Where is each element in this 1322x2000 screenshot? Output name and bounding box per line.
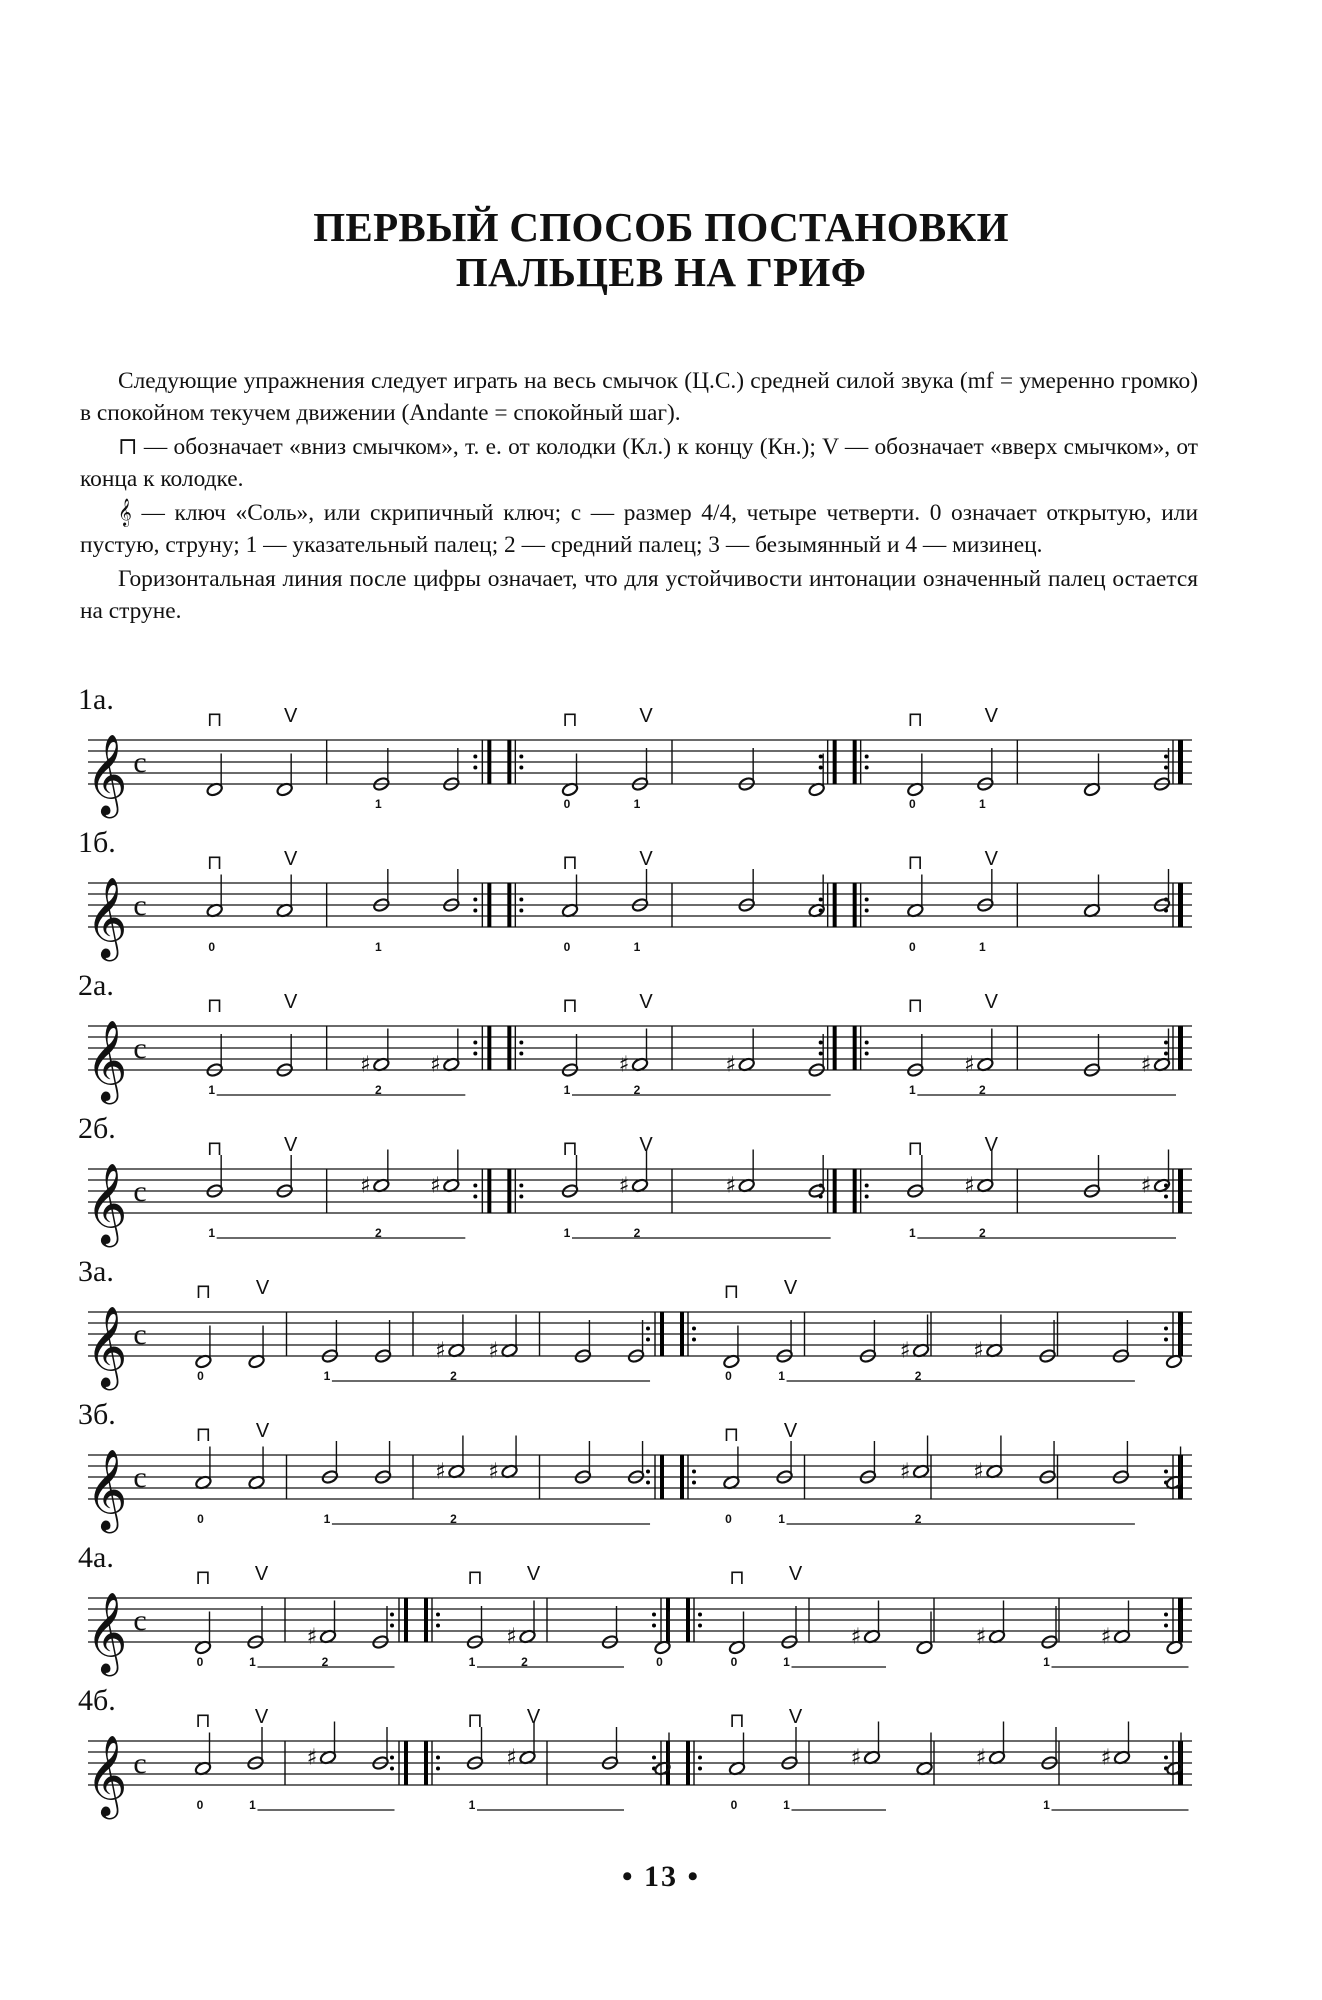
- repeat-dot: [865, 1184, 869, 1188]
- repeat-dot: [519, 1052, 523, 1056]
- repeat-dot: [1164, 766, 1168, 770]
- paragraph-4: Горизонтальная линия после цифры означает, что для устойчивости интонации означенный палец остается на струне.: [80, 566, 1198, 624]
- up-bow-icon: V: [283, 991, 298, 1013]
- finger-number: 2: [521, 1655, 528, 1669]
- repeat-dot: [865, 755, 869, 759]
- thick-barline: [404, 1741, 408, 1785]
- repeat-dot: [390, 1767, 394, 1771]
- repeat-dot: [692, 1338, 696, 1342]
- repeat-dot: [646, 1470, 650, 1474]
- repeat-dot: [652, 1624, 656, 1628]
- repeat-dot: [1164, 1624, 1168, 1628]
- repeat-dot: [819, 766, 823, 770]
- finger-number: 1: [374, 940, 382, 954]
- finger-number: 1: [563, 1226, 571, 1240]
- exercise-label: 2б.: [78, 1112, 116, 1145]
- down-bow-icon: ⊓: [195, 1424, 212, 1446]
- finger-number: 0: [725, 1369, 732, 1383]
- down-bow-icon: ⊓: [562, 852, 578, 874]
- finger-number: 0: [197, 1512, 204, 1526]
- up-bow-icon: V: [255, 1277, 270, 1299]
- repeat-dot: [519, 755, 523, 759]
- sharp-icon: ♯: [506, 1745, 517, 1771]
- repeat-dot: [646, 1327, 650, 1331]
- treble-clef-icon: 𝄞: [86, 1448, 128, 1530]
- repeat-dot: [519, 766, 523, 770]
- thick-barline: [1178, 740, 1183, 784]
- finger-number: 2: [978, 1083, 986, 1097]
- repeat-dot: [519, 898, 523, 902]
- up-bow-icon: V: [639, 1134, 653, 1156]
- down-bow-icon: ⊓: [907, 995, 924, 1017]
- repeat-dot: [436, 1767, 440, 1771]
- finger-number: 1: [249, 1655, 256, 1669]
- thick-barline: [833, 1026, 837, 1070]
- thick-barline: [487, 1169, 491, 1213]
- finger-number: 1: [1043, 1655, 1050, 1669]
- repeat-dot: [473, 909, 477, 913]
- sharp-icon: ♯: [899, 1338, 911, 1364]
- sharp-icon: ♯: [1100, 1745, 1112, 1771]
- repeat-dot: [519, 909, 523, 913]
- down-bow-icon: ⊓: [723, 1281, 740, 1303]
- repeat-dot: [473, 755, 477, 759]
- repeat-dot: [519, 1195, 523, 1199]
- finger-number: 2: [914, 1512, 922, 1526]
- repeat-dot: [1164, 1052, 1168, 1056]
- up-bow-icon: V: [639, 705, 653, 727]
- repeat-dot: [865, 1195, 869, 1199]
- thick-barline: [1178, 1026, 1183, 1070]
- repeat-dot: [519, 1041, 523, 1045]
- up-bow-icon: V: [639, 991, 653, 1013]
- repeat-dot: [1164, 755, 1168, 759]
- repeat-dot: [1164, 1327, 1168, 1331]
- sharp-icon: ♯: [506, 1624, 517, 1650]
- treble-clef-icon: 𝄞: [86, 1591, 128, 1673]
- finger-number: 0: [908, 797, 916, 811]
- repeat-dot: [692, 1327, 696, 1331]
- up-bow-icon: V: [254, 1706, 269, 1728]
- sharp-icon: ♯: [306, 1624, 318, 1650]
- sharp-icon: ♯: [306, 1745, 318, 1771]
- up-bow-icon: V: [783, 1277, 798, 1299]
- up-bow-icon: V: [984, 848, 999, 870]
- time-signature: c: [133, 1175, 147, 1208]
- finger-number: 0: [656, 1655, 663, 1669]
- finger-number: 0: [196, 1655, 204, 1669]
- finger-number: 1: [249, 1798, 256, 1812]
- finger-number: 0: [563, 797, 571, 811]
- up-bow-icon: V: [984, 991, 999, 1013]
- repeat-dot: [646, 1481, 650, 1485]
- treble-clef-icon: 𝄞: [86, 733, 128, 815]
- time-signature: c: [133, 1747, 147, 1780]
- thick-barline: [487, 740, 491, 784]
- paragraph-3: 𝄞 — ключ «Соль», или скрипичный ключ; c — размер 4/4, четыре четверти. 0 означает открытую, или пустую, струну; 1 — указательный палец; 2 — средний палец; 3 — безымянный и 4 — мизинец.: [80, 500, 1198, 558]
- repeat-dot: [1164, 1613, 1168, 1617]
- paragraph-1: Следующие упражнения следует играть на весь смычок (Ц.С.) средней силой звука (mf = умеренно громко) в спокойном текучем движении (Andante = спокойный шаг).: [80, 368, 1198, 426]
- thick-barline: [507, 740, 511, 784]
- time-signature: c: [133, 889, 147, 922]
- thick-barline: [507, 1026, 511, 1070]
- finger-number: 1: [563, 1083, 571, 1097]
- repeat-dot: [473, 766, 477, 770]
- up-bow-icon: V: [984, 1134, 999, 1156]
- finger-number: 1: [908, 1083, 916, 1097]
- finger-number: 1: [208, 1226, 216, 1240]
- repeat-dot: [1164, 1195, 1168, 1199]
- exercise-label: 3б.: [78, 1398, 116, 1431]
- down-bow-icon: ⊓: [562, 1138, 578, 1160]
- finger-number: 2: [321, 1655, 329, 1669]
- finger-number: 1: [633, 940, 641, 954]
- down-bow-icon: ⊓: [206, 995, 223, 1017]
- time-signature: c: [133, 1604, 147, 1637]
- repeat-dot: [473, 1184, 477, 1188]
- exercise-label: 4б.: [78, 1684, 116, 1717]
- finger-number: 1: [1043, 1798, 1050, 1812]
- down-bow-icon: ⊓: [562, 709, 578, 731]
- repeat-dot: [390, 1756, 394, 1760]
- sharp-icon: ♯: [725, 1052, 736, 1078]
- sharp-icon: ♯: [973, 1338, 984, 1364]
- finger-number: 0: [908, 940, 916, 954]
- repeat-dot: [390, 1613, 394, 1617]
- thick-barline: [853, 1169, 857, 1213]
- sharp-icon: ♯: [360, 1052, 371, 1078]
- repeat-dot: [473, 1195, 477, 1199]
- time-signature: c: [133, 746, 147, 779]
- exercise-label: 3a.: [78, 1255, 114, 1288]
- repeat-dot: [519, 1184, 523, 1188]
- repeat-dot: [819, 755, 823, 759]
- exercise-label: 1a.: [78, 683, 114, 716]
- down-bow-icon: ⊓: [729, 1710, 745, 1732]
- sharp-icon: ♯: [488, 1459, 499, 1485]
- thick-barline: [686, 1598, 690, 1642]
- repeat-dot: [1164, 1338, 1168, 1342]
- sharp-icon: ♯: [488, 1338, 499, 1364]
- thick-barline: [833, 1169, 837, 1213]
- page-number: • 13 •: [621, 1860, 700, 1893]
- thick-barline: [853, 740, 857, 784]
- finger-number: 1: [783, 1655, 790, 1669]
- repeat-dot: [698, 1756, 702, 1760]
- treble-clef-icon: 𝄞: [86, 1734, 128, 1816]
- repeat-dot: [1164, 1470, 1168, 1474]
- up-bow-icon: V: [255, 1420, 270, 1442]
- finger-number: 1: [374, 797, 382, 811]
- up-bow-icon: V: [283, 848, 298, 870]
- repeat-dot: [436, 1756, 440, 1760]
- sharp-icon: ♯: [964, 1052, 975, 1078]
- time-signature: c: [133, 1318, 147, 1351]
- finger-number: 1: [778, 1369, 785, 1383]
- thick-barline: [833, 740, 837, 784]
- down-bow-icon: ⊓: [729, 1567, 745, 1589]
- repeat-dot: [865, 909, 869, 913]
- up-bow-icon: V: [639, 848, 653, 870]
- finger-number: 0: [730, 1798, 738, 1812]
- repeat-dot: [652, 1756, 656, 1760]
- finger-number: 1: [323, 1369, 331, 1383]
- finger-number: 0: [730, 1655, 738, 1669]
- sharp-icon: ♯: [618, 1052, 630, 1078]
- repeat-dot: [698, 1613, 702, 1617]
- thick-barline: [487, 1026, 491, 1070]
- repeat-dot: [692, 1481, 696, 1485]
- finger-number: 1: [778, 1512, 785, 1526]
- down-bow-icon: ⊓: [195, 1710, 211, 1732]
- up-bow-icon: V: [526, 1563, 541, 1585]
- sharp-icon: ♯: [975, 1624, 987, 1650]
- up-bow-icon: V: [526, 1706, 541, 1728]
- up-bow-icon: V: [283, 1134, 298, 1156]
- sharp-icon: ♯: [964, 1173, 975, 1199]
- finger-number: 2: [374, 1083, 382, 1097]
- sharp-icon: ♯: [1100, 1624, 1112, 1650]
- sharp-icon: ♯: [1140, 1173, 1152, 1199]
- thick-barline: [833, 883, 837, 927]
- repeat-dot: [698, 1624, 702, 1628]
- finger-number: 2: [633, 1083, 641, 1097]
- finger-number: 1: [633, 797, 641, 811]
- title-line-1: ПЕРВЫЙ СПОСОБ ПОСТАНОВКИ: [313, 204, 1009, 250]
- finger-number: 2: [450, 1369, 457, 1383]
- sharp-icon: ♯: [899, 1459, 911, 1485]
- time-signature: c: [133, 1032, 147, 1065]
- finger-number: 0: [208, 940, 216, 954]
- down-bow-icon: ⊓: [206, 1138, 223, 1160]
- repeat-dot: [865, 898, 869, 902]
- thick-barline: [680, 1455, 684, 1499]
- thick-barline: [853, 1026, 857, 1070]
- down-bow-icon: ⊓: [467, 1710, 483, 1732]
- repeat-dot: [652, 1613, 656, 1617]
- treble-clef-icon: 𝄞: [86, 1162, 128, 1244]
- finger-number: 1: [323, 1512, 331, 1526]
- down-bow-icon: ⊓: [206, 852, 223, 874]
- thick-barline: [853, 883, 857, 927]
- repeat-dot: [698, 1767, 702, 1771]
- up-bow-icon: V: [788, 1706, 803, 1728]
- up-bow-icon: V: [783, 1420, 798, 1442]
- down-bow-icon: ⊓: [723, 1424, 740, 1446]
- finger-number: 2: [978, 1226, 986, 1240]
- repeat-dot: [646, 1338, 650, 1342]
- treble-clef-icon: 𝄞: [86, 1019, 128, 1101]
- exercise-label: 2a.: [78, 969, 114, 1002]
- repeat-dot: [819, 898, 823, 902]
- finger-number: 0: [563, 940, 571, 954]
- finger-number: 0: [196, 1798, 204, 1812]
- down-bow-icon: ⊓: [907, 709, 924, 731]
- repeat-dot: [819, 1041, 823, 1045]
- repeat-dot: [865, 1052, 869, 1056]
- finger-number: 1: [468, 1655, 476, 1669]
- down-bow-icon: ⊓: [467, 1567, 483, 1589]
- treble-clef-icon: 𝄞: [86, 1305, 128, 1387]
- paragraph-2: ⊓ — обозначает «вниз смычком», т. е. от колодки (Кл.) к концу (Кн.); V — обозначает «вверх смычком», от конца к колодке.: [80, 434, 1198, 492]
- thick-barline: [660, 1312, 664, 1356]
- time-signature: c: [133, 1461, 147, 1494]
- up-bow-icon: V: [254, 1563, 269, 1585]
- thick-barline: [507, 883, 511, 927]
- title-line-2: ПАЛЬЦЕВ НА ГРИФ: [455, 249, 867, 295]
- treble-clef-icon: 𝄞: [86, 876, 128, 958]
- up-bow-icon: V: [984, 705, 999, 727]
- repeat-dot: [473, 1041, 477, 1045]
- thick-barline: [1178, 883, 1183, 927]
- sharp-icon: ♯: [435, 1459, 446, 1485]
- finger-number: 1: [208, 1083, 216, 1097]
- finger-number: 0: [197, 1369, 204, 1383]
- sharp-icon: ♯: [360, 1173, 371, 1199]
- finger-number: 1: [978, 940, 986, 954]
- repeat-dot: [473, 1052, 477, 1056]
- thick-barline: [424, 1741, 428, 1785]
- down-bow-icon: ⊓: [195, 1281, 212, 1303]
- thick-barline: [404, 1598, 408, 1642]
- repeat-dot: [436, 1613, 440, 1617]
- up-bow-icon: V: [283, 705, 298, 727]
- thick-barline: [686, 1741, 690, 1785]
- repeat-dot: [473, 898, 477, 902]
- repeat-dot: [390, 1624, 394, 1628]
- down-bow-icon: ⊓: [907, 852, 924, 874]
- finger-number: 0: [725, 1512, 732, 1526]
- sharp-icon: ♯: [850, 1624, 862, 1650]
- finger-number: 2: [374, 1226, 382, 1240]
- down-bow-icon: ⊓: [562, 995, 578, 1017]
- sharp-icon: ♯: [435, 1338, 446, 1364]
- repeat-dot: [1164, 1041, 1168, 1045]
- sharp-icon: ♯: [725, 1173, 736, 1199]
- finger-number: 2: [450, 1512, 457, 1526]
- sharp-icon: ♯: [850, 1745, 862, 1771]
- sharp-icon: ♯: [973, 1459, 984, 1485]
- repeat-dot: [865, 1041, 869, 1045]
- sharp-icon: ♯: [1140, 1052, 1152, 1078]
- thick-barline: [660, 1455, 664, 1499]
- down-bow-icon: ⊓: [907, 1138, 924, 1160]
- repeat-dot: [1164, 1756, 1168, 1760]
- sharp-icon: ♯: [618, 1173, 630, 1199]
- thick-barline: [680, 1312, 684, 1356]
- sharp-icon: ♯: [975, 1745, 987, 1771]
- down-bow-icon: ⊓: [206, 709, 223, 731]
- exercise-label: 1б.: [78, 826, 116, 859]
- finger-number: 1: [908, 1226, 916, 1240]
- sharp-icon: ♯: [430, 1173, 441, 1199]
- finger-number: 2: [633, 1226, 641, 1240]
- repeat-dot: [436, 1624, 440, 1628]
- up-bow-icon: V: [788, 1563, 803, 1585]
- thick-barline: [487, 883, 491, 927]
- repeat-dot: [865, 766, 869, 770]
- thick-barline: [507, 1169, 511, 1213]
- sharp-icon: ♯: [430, 1052, 441, 1078]
- finger-number: 2: [914, 1369, 922, 1383]
- repeat-dot: [692, 1470, 696, 1474]
- finger-number: 1: [468, 1798, 476, 1812]
- down-bow-icon: ⊓: [195, 1567, 211, 1589]
- exercise-label: 4a.: [78, 1541, 114, 1574]
- finger-number: 1: [783, 1798, 790, 1812]
- thick-barline: [424, 1598, 428, 1642]
- finger-number: 1: [978, 797, 986, 811]
- thick-barline: [1178, 1169, 1183, 1213]
- repeat-dot: [819, 1052, 823, 1056]
